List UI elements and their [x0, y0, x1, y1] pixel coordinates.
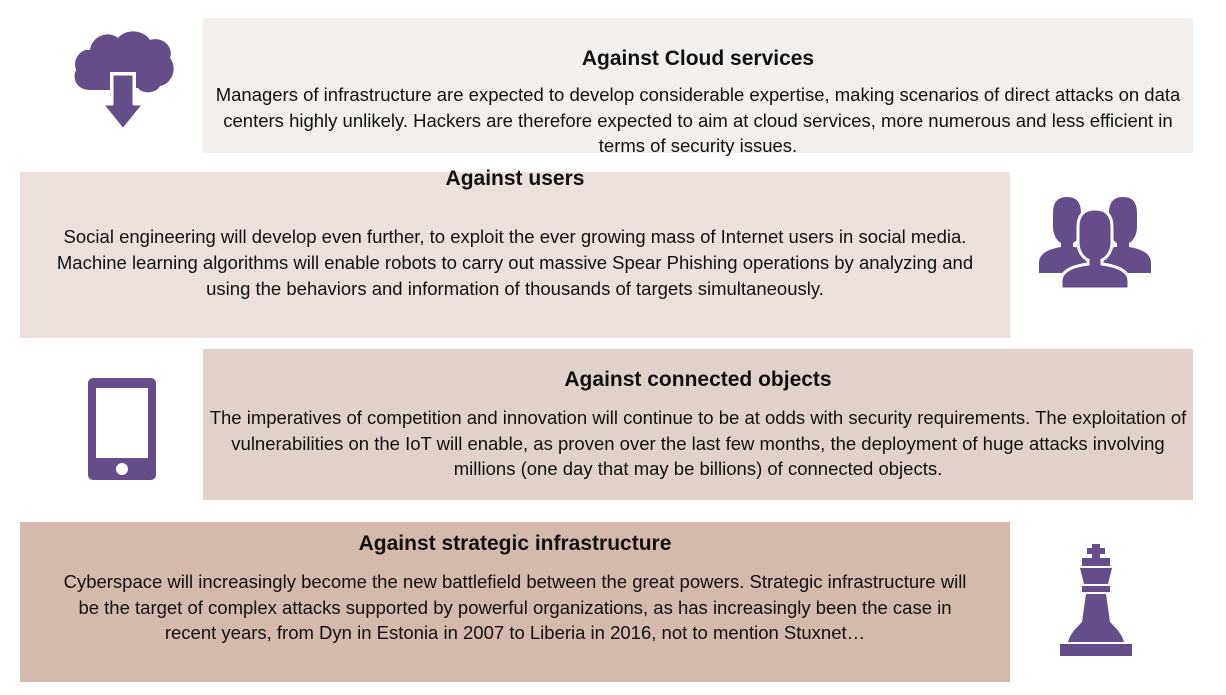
- section-text: Cyberspace will increasingly become the new battlefield between the great powers. Strategic infrastructure will be the target of complex attacks supported by powerful organizations, as has increasingly been the case in recent years, from Dyn in Estonia in 2007 to Liberia in 2016, not to mention Stuxnet…: [63, 571, 967, 643]
- cloud-download-icon: [72, 28, 176, 132]
- users-group-icon: [1037, 193, 1153, 290]
- section-text: Managers of infrastructure are expected to develop considerable expertise, making scenarios of direct attacks on data centers highly unlikely. Hackers are therefore expected to aim at cloud services, more numerous and less efficient in terms of security issues.: [215, 84, 1181, 156]
- section-cloud-services: [203, 18, 1193, 156]
- section-users: [20, 167, 1010, 338]
- tablet-icon: [88, 378, 156, 480]
- section-text: The imperatives of competition and innovation will continue to be at odds with security requirements. The exploitation of vulnerabilities on the IoT will enable, as proven over the last few months, the deployment of huge attacks involving millions (one day that may be billions) of connected objects.: [209, 407, 1187, 479]
- section-title: Against Cloud services: [581, 47, 815, 70]
- section-strategic-infrastructure: [20, 522, 1010, 682]
- section-text: Social engineering will develop even further, to exploit the ever growing mass of Internet users in social media. Machine learning algorithms will enable robots to carry out massive Spear Phishing operations by analyzing and using the behaviors and information of thousands of targets simultaneously.: [56, 226, 974, 299]
- section-connected-objects: [203, 349, 1193, 500]
- section-title: Against connected objects: [564, 368, 832, 391]
- section-title: Against users: [445, 167, 585, 190]
- section-title: Against strategic infrastructure: [358, 532, 672, 555]
- chess-king-icon: [1058, 544, 1134, 656]
